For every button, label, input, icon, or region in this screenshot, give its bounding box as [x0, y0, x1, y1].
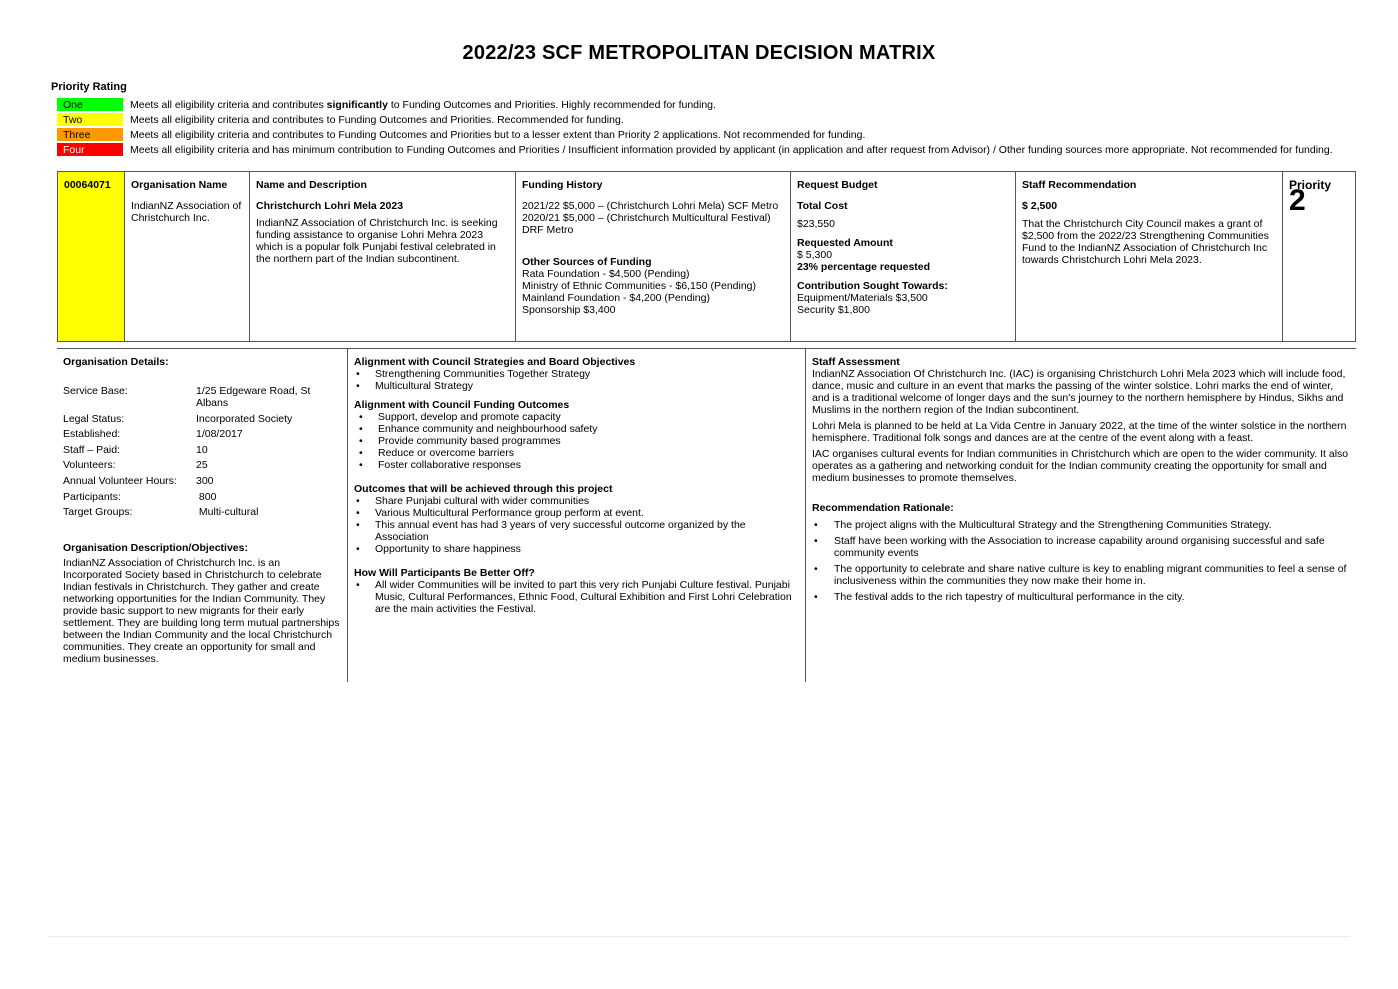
list-item: • Provide community based programmes — [357, 435, 799, 447]
priority-desc-one: Meets all eligibility criteria and contributes significantly to Funding Outcomes and Priorities. Highly recommended for funding. — [130, 98, 716, 111]
detail-value: Incorporated Society — [196, 412, 293, 425]
list-item: • Support, develop and promote capacity — [357, 411, 799, 423]
priority-desc-two: Meets all eligibility criteria and contributes to Funding Outcomes and Priorities. Recommended for funding. — [130, 113, 624, 126]
contribution-label: Contribution Sought Towards: — [797, 280, 948, 292]
requested-amount-value: $ 5,300 — [797, 249, 833, 261]
list-item: • Opportunity to share happiness — [354, 543, 799, 555]
request-budget-cell — [791, 172, 1016, 341]
priority-desc-three: Meets all eligibility criteria and contributes to Funding Outcomes and Priorities but to a lesser extent than Priority 2 applications. Not recommended for funding. — [130, 128, 866, 141]
detail-value: 800 — [196, 490, 217, 503]
detail-row — [63, 459, 341, 471]
requested-amount-label: Requested Amount — [797, 237, 893, 249]
project-name: Christchurch Lohri Mela 2023 — [256, 200, 404, 212]
staff-assessment-column — [806, 349, 1356, 682]
other-funding-line: Mainland Foundation - $4,200 (Pending) — [522, 292, 710, 304]
better-off-list — [354, 579, 799, 615]
detail-value: 300 — [196, 474, 214, 487]
list-item: • Strengthening Communities Together Strategy — [354, 368, 799, 380]
total-cost-value: $23,550 — [797, 218, 835, 230]
assessment-paragraph: Lohri Mela is planned to be held at La Vida Centre in January 2022, at the time of the winter solstice in the northern hemisphere. Traditional folk songs and dances are at the centre of the event along with a feast. — [812, 420, 1347, 444]
other-funding-line: Rata Foundation - $4,500 (Pending) — [522, 268, 690, 280]
list-item: • Enhance community and neighbourhood safety — [357, 423, 799, 435]
assessment-paragraph: IndianNZ Association Of Christchurch Inc. (IAC) is organising Christchurch Lohri Mela 2023 which will include food, dance, music and culture in an event that marks the passing of the winter solstice. Lohri marks the end of winter, and is a traditional welcome of longer days and the sun's journey to the northern hemisphere by Hindus, Sikhs and Muslims in the northern region of the Indian subcontinent. — [812, 368, 1346, 416]
contribution-line: Equipment/Materials $3,500 — [797, 292, 928, 304]
legend-row-three — [57, 127, 1333, 142]
funding-outcomes-list — [354, 411, 799, 471]
list-item: • Share Punjabi cultural with wider communities — [354, 495, 799, 507]
funding-history-line: 2021/22 $5,000 – (Christchurch Lohri Mela) SCF Metro — [522, 200, 779, 212]
request-budget-header: Request Budget — [797, 179, 878, 191]
achieved-outcomes-heading: Outcomes that will be achieved through this project — [354, 483, 613, 495]
detail-label: Established: — [63, 428, 121, 441]
priority-rating-heading: Priority Rating — [51, 81, 127, 93]
priority-swatch-three: Three — [57, 128, 123, 142]
organisation-description: IndianNZ Association of Christchurch Inc. is an Incorporated Society based in Christchurch to celebrate Indian festivals in Christchurch. They gather and create networking opportunities for the Indian Community. They provide basic support to new migrants for their early settlement. They are building long term mutual partnerships between the Indian Community and the local Christchurch communities. They create an opportunity for small and medium businesses. — [63, 556, 340, 665]
detail-label: Target Groups: — [63, 506, 133, 519]
funding-history-header: Funding History — [522, 179, 603, 191]
detail-label: Annual Volunteer Hours: — [63, 474, 177, 487]
detail-label: Legal Status: — [63, 412, 125, 425]
priority-swatch-one: One — [57, 98, 123, 112]
detail-value: 1/25 Edgeware Road, St Albans — [196, 385, 311, 409]
detail-label: Participants: — [63, 490, 121, 503]
detail-label: Staff – Paid: — [63, 443, 121, 456]
list-item: • Staff have been working with the Association to increase capability around organising successful and safe community events — [812, 535, 1350, 559]
recommended-amount: $ 2,500 — [1022, 200, 1058, 212]
detail-value: 1/08/2017 — [196, 428, 243, 441]
detail-row — [63, 428, 341, 440]
other-funding-header: Other Sources of Funding — [522, 256, 652, 268]
detail-label: Service Base: — [63, 385, 128, 397]
list-item: • The opportunity to celebrate and share native culture is key to enabling migrant communities to feel a sense of inclusiveness within the communities they now make their home in. — [812, 563, 1350, 587]
rationale-heading: Recommendation Rationale: — [812, 502, 954, 514]
alignment-column — [348, 349, 806, 682]
list-item: • Various Multicultural Performance group perform at event. — [354, 507, 799, 519]
list-item: • Multicultural Strategy — [354, 380, 799, 392]
detail-row — [63, 491, 341, 503]
organisation-description-heading: Organisation Description/Objectives: — [63, 541, 248, 554]
detail-section — [57, 348, 1356, 682]
detail-row — [63, 475, 341, 487]
staff-recommendation-cell — [1016, 172, 1283, 341]
priority-swatch-four: Four — [57, 143, 123, 157]
staff-recommendation-text: That the Christchurch City Council makes a grant of $2,500 from the 2022/23 Strengthening Communities Fund to the IndianNZ Association of Christchurch Inc towards Christchurch Lohri Mela 2023. — [1022, 218, 1269, 266]
detail-value: 10 — [196, 443, 208, 456]
list-item: • All wider Communities will be invited to part this very rich Punjabi Culture festival. Punjabi Music, Cultural Performances, Ethnic Food, Cultural Exhibition and First Lohri Celebration are the main activities the Festival. — [354, 579, 799, 615]
application-id: 00064071 — [58, 172, 125, 341]
assessment-paragraph: IAC organises cultural events for Indian communities in Christchurch which are open to the wider community. It also operates as a gathering and networking conduit for the Indian community creating the opportunity for small and medium businesses to promote themselves. — [812, 448, 1349, 484]
funding-outcomes-heading: Alignment with Council Funding Outcomes — [354, 399, 570, 411]
priority-legend — [57, 97, 1333, 157]
priority-cell — [1283, 172, 1355, 341]
total-cost-label: Total Cost — [797, 200, 848, 212]
legend-row-four — [57, 142, 1333, 157]
strategies-heading: Alignment with Council Strategies and Board Objectives — [354, 356, 636, 368]
list-item: • The festival adds to the rich tapestry of multicultural performance in the city. — [812, 591, 1350, 603]
priority-swatch-two: Two — [57, 113, 123, 127]
list-item: • Foster collaborative responses — [357, 459, 799, 471]
staff-recommendation-header: Staff Recommendation — [1022, 179, 1137, 191]
organisation-details-heading: Organisation Details: — [63, 356, 169, 368]
percentage-requested: 23% percentage requested — [797, 261, 931, 273]
staff-assessment-heading: Staff Assessment — [812, 356, 900, 368]
page-title: 2022/23 SCF METROPOLITAN DECISION MATRIX — [462, 42, 936, 64]
organisation-name-header: Organisation Name — [131, 179, 228, 191]
other-funding-line: Ministry of Ethnic Communities - $6,150 (Pending) — [522, 280, 757, 292]
detail-row — [63, 506, 341, 518]
project-description: IndianNZ Association of Christchurch Inc. is seeking funding assistance to organise Lohri Mehra 2023 which is a popular folk Punjabi festival celebrated in the northern part of the Indian subcontinent. — [256, 217, 498, 265]
funding-history-line: 2020/21 $5,000 – (Christchurch Multicultural Festival) DRF Metro — [522, 212, 771, 236]
detail-value: 25 — [196, 459, 208, 472]
detail-row — [63, 385, 341, 409]
detail-label: Volunteers: — [63, 459, 116, 472]
legend-row-two — [57, 112, 1333, 127]
achieved-outcomes-list — [354, 495, 799, 555]
priority-value: 2 — [1289, 184, 1306, 217]
detail-value: Multi-cultural — [196, 506, 259, 519]
priority-header: Priority — [1289, 178, 1332, 192]
rationale-list — [812, 519, 1350, 603]
name-description-cell — [250, 172, 516, 341]
application-summary-table — [57, 171, 1356, 342]
name-description-header: Name and Description — [256, 179, 367, 191]
priority-desc-four: Meets all eligibility criteria and has minimum contribution to Funding Outcomes and Priorities / Insufficient information provided by applicant (in application and after request from Advisor) / Other funding sources more appropriate. Not recommended for funding. — [130, 143, 1333, 156]
legend-row-one — [57, 97, 1333, 112]
organisation-name-value: IndianNZ Association of Christchurch Inc. — [131, 200, 242, 224]
organisation-details-column — [57, 349, 348, 682]
organisation-name-cell — [125, 172, 250, 341]
detail-row — [63, 444, 341, 456]
detail-row — [63, 413, 341, 425]
better-off-heading: How Will Participants Be Better Off? — [354, 567, 535, 579]
list-item: • Reduce or overcome barriers — [357, 447, 799, 459]
list-item: • This annual event has had 3 years of very successful outcome organized by the Association — [354, 519, 799, 543]
other-funding-line: Sponsorship $3,400 — [522, 304, 616, 316]
list-item: • The project aligns with the Multicultural Strategy and the Strengthening Communities Strategy. — [812, 519, 1350, 531]
strategies-list — [354, 368, 799, 392]
funding-history-cell — [516, 172, 791, 341]
contribution-line: Security $1,800 — [797, 304, 870, 316]
footer-divider — [48, 936, 1350, 937]
